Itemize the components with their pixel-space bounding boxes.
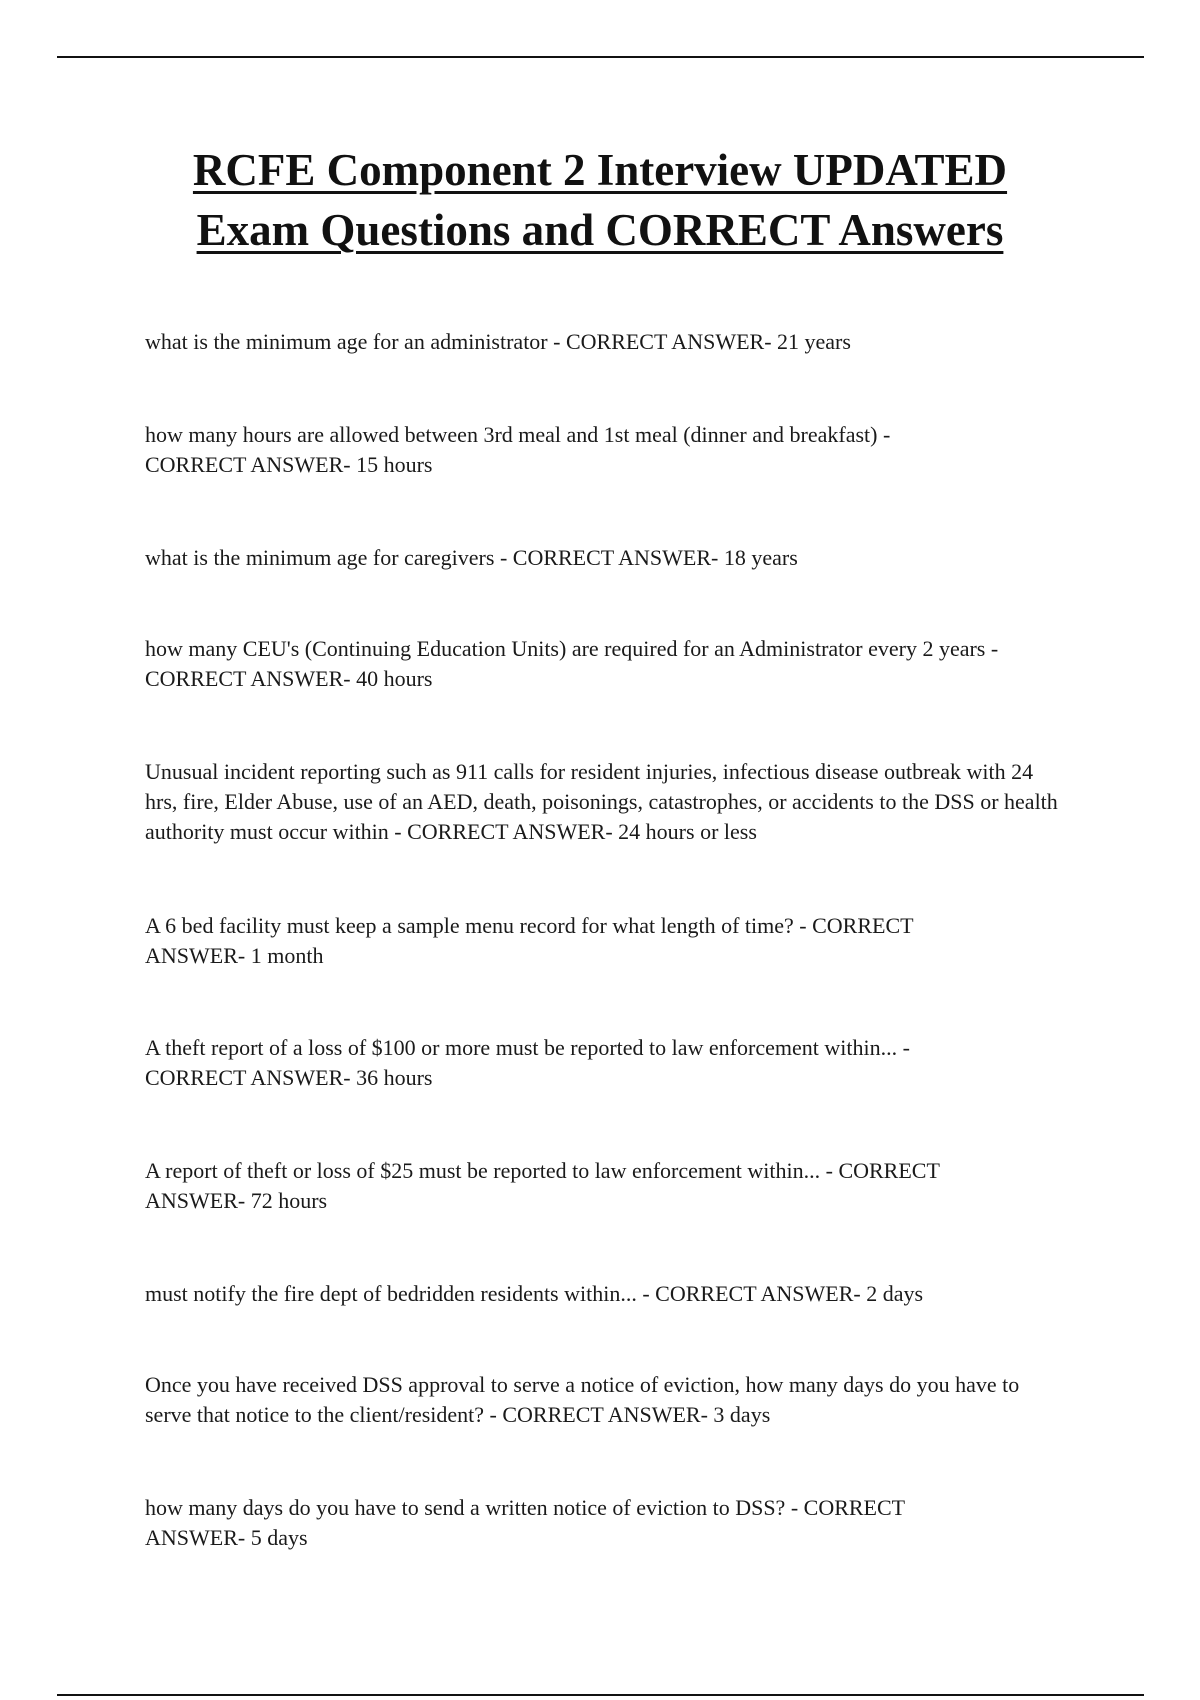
title-line-2: Exam Questions and CORRECT Answers xyxy=(196,205,1004,255)
qa-item-10: Once you have received DSS approval to serve a notice of eviction, how many days do you have to serve that notice to the client/resident? - CORRECT ANSWER- 3 days xyxy=(145,1372,1020,1427)
qa-item-9: must notify the fire dept of bedridden residents within... - CORRECT ANSWER- 2 days xyxy=(145,1281,924,1306)
qa-item-6: A 6 bed facility must keep a sample menu record for what length of time? - CORRECT ANSWER- 1 month xyxy=(145,913,914,968)
page-title xyxy=(0,140,1200,260)
title-line-1: RCFE Component 2 Interview UPDATED xyxy=(192,145,1008,195)
qa-item-8: A report of theft or loss of $25 must be reported to law enforcement within... - CORRECT ANSWER- 72 hours xyxy=(145,1158,940,1213)
qa-item-3: what is the minimum age for caregivers - CORRECT ANSWER- 18 years xyxy=(145,545,798,570)
qa-item-7: A theft report of a loss of $100 or more must be reported to law enforcement within... - CORRECT ANSWER- 36 hours xyxy=(145,1035,910,1090)
bottom-divider xyxy=(57,1694,1144,1696)
qa-item-5: Unusual incident reporting such as 911 calls for resident injuries, infectious disease outbreak with 24 hrs, fire, Elder Abuse, use of an AED, death, poisonings, catastrophes, or accidents to the DSS or health authority must occur within - CORRECT ANSWER- 24 hours or less xyxy=(145,759,1058,844)
top-divider xyxy=(57,56,1144,58)
qa-item-2: how many hours are allowed between 3rd meal and 1st meal (dinner and breakfast) - CORRECT ANSWER- 15 hours xyxy=(145,422,891,477)
qa-item-1: what is the minimum age for an administrator - CORRECT ANSWER- 21 years xyxy=(145,329,851,354)
qa-item-11: how many days do you have to send a written notice of eviction to DSS? - CORRECT ANSWER- 5 days xyxy=(145,1495,905,1550)
qa-item-4: how many CEU's (Continuing Education Units) are required for an Administrator every 2 years - CORRECT ANSWER- 40 hours xyxy=(145,636,999,691)
